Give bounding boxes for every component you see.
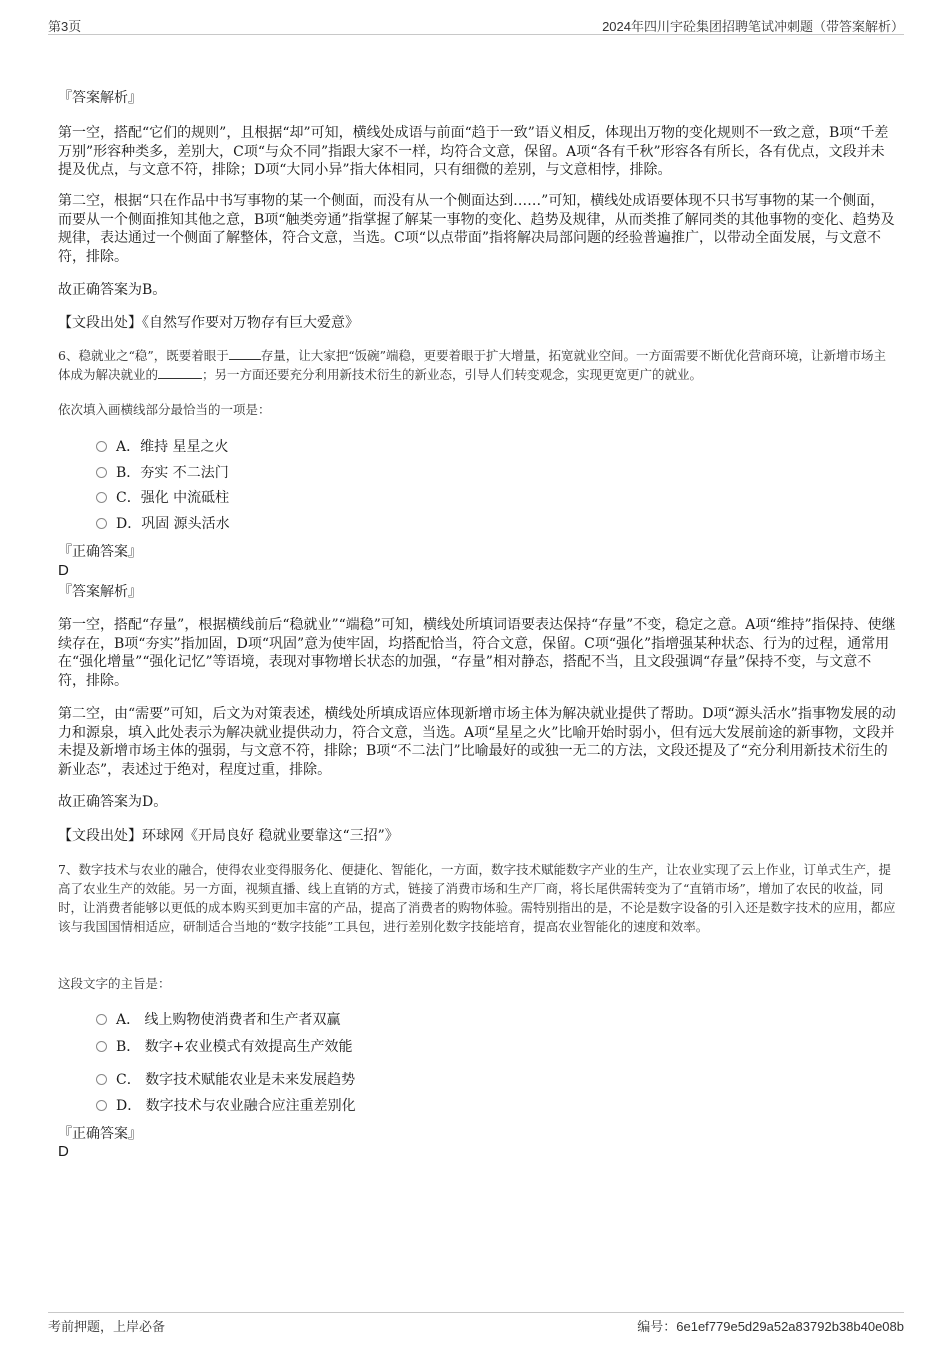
radio-icon[interactable] — [96, 1074, 107, 1085]
document-code-label: 编号： — [637, 1319, 677, 1334]
radio-icon[interactable] — [96, 1014, 107, 1025]
q7-option-c[interactable] — [96, 1070, 355, 1090]
page-header — [48, 14, 904, 35]
q7-stem: 7、数字技术与农业的融合，使得农业变得服务化、便捷化、智能化，一方面，数字技术赋能数字产业的生产，让农业实现了云上作业，订单式生产，提高了农业生产的效能。另一方面，视频直播、线上直销的方式，链接了消费市场和生产厂商，将长尾供需转变为了“直销市场”，增加了农民的收益，同时，让消费者能够以更低的成本购买到更加丰富的产品，提高了消费者的购物体验。需特别指出的是，不论是数字设备的引入还是数字技术的应用，都应该与我国国情相适应，研制适合当地的“数字技能”工具包，进行差别化数字技能培育，提高农业智能化的速度和效率。 — [58, 862, 896, 934]
q6-option-a-label: A．维持 星星之火 — [116, 439, 229, 455]
q5-source: 【文段出处】《自然写作要对万物存有巨大爱意》 — [58, 315, 359, 331]
q6-stem-part3: ；另一方面还要充分利用新技术衍生的新业态，引导人们转变观念，实现更宽更广的就业。 — [202, 367, 703, 382]
radio-icon[interactable] — [96, 467, 107, 478]
document-title: 2024年四川宇砼集团招聘笔试冲刺题（带答案解析） — [602, 19, 904, 34]
q6-prompt: 依次填入画横线部分最恰当的一项是： — [58, 402, 271, 417]
radio-icon[interactable] — [96, 518, 107, 529]
q6-conclusion: 故正确答案为D。 — [58, 794, 168, 810]
q5-conclusion: 故正确答案为B。 — [58, 282, 167, 298]
q7-option-a-label: A． 线上购物使消费者和生产者双赢 — [116, 1012, 341, 1028]
q6-option-d-label: D．巩固 源头活水 — [116, 516, 230, 532]
q5-analysis-label: 『答案解析』 — [58, 90, 142, 106]
radio-icon[interactable] — [96, 1100, 107, 1111]
q6-blank-2 — [158, 366, 202, 379]
q6-option-b-label: B．夯实 不二法门 — [116, 465, 229, 481]
document-code-value: 6e1ef779e5d29a52a83792b38b40e08b — [676, 1319, 904, 1334]
radio-icon[interactable] — [96, 492, 107, 503]
q6-stem-part2: 存量，让大家把“饭碗”端稳，更要着眼于扩大增量，拓宽就业空间。一方面需要不断优化营商环境，让新增市场主体成为解决就业的 — [58, 348, 887, 382]
q6-option-a[interactable] — [96, 437, 229, 457]
q5-analysis-para1: 第一空，搭配“它们的规则”，且根据“却”可知，横线处成语与前面“趋于一致”语义相反，体现出万物的变化规则不一致之意，B项“千差万别”形容种类多，差别大，C项“与众不同”指跟大家不一样，均符合文意，保留。A项“各有千秋”形容各有所长，各有优点，文段并未提及优点，与文意不符，排除；D项“大同小异”指大体相同，只有细微的差别，与文意相悖，排除。 — [58, 125, 889, 178]
q6-analysis-para2: 第二空，由“需要”可知，后文为对策表述，横线处所填成语应体现新增市场主体为解决就业提供了帮助。D项“源头活水”指事物发展的动力和源泉，填入此处表示为解决就业提供动力，符合文意，当选。A项“星星之火”比喻开始时弱小，但有远大发展前途的新事物，文段并未提及新增市场主体的强弱，与文意不符，排除；B项“不二法门”比喻最好的或独一无二的方法，文段还提及了“充分利用新技术衍生的新业态”，表述过于绝对，程度过重，排除。 — [58, 706, 896, 778]
radio-icon[interactable] — [96, 1041, 107, 1052]
radio-icon[interactable] — [96, 441, 107, 452]
q7-answer-label: 『正确答案』 — [58, 1126, 142, 1142]
q5-analysis-para2: 第二空，根据“只在作品中书写事物的某一个侧面，而没有从一个侧面达到……”可知，横线处成语要体现不只书写事物的某一个侧面，而要从一个侧面推知其他之意，B项“触类旁通”指掌握了解某一事物的变化、趋势及规律，从而类推了解同类的其他事物的变化、趋势及规律，表达通过一个侧面了解整体，符合文意，当选。C项“以点带面”指将解决局部问题的经验普遍推广，以带动全面发展，与文意不符，排除。 — [58, 193, 895, 265]
q6-answer-label: 『正确答案』 — [58, 544, 142, 560]
q6-analysis-label: 『答案解析』 — [58, 584, 142, 600]
q6-answer: D — [58, 562, 69, 579]
q6-option-c[interactable] — [96, 488, 229, 508]
q6-stem — [58, 346, 898, 384]
q6-analysis-para1: 第一空，搭配“存量”，根据横线前后“稳就业”“端稳”可知，横线处所填词语要表达保持“存量”不变，稳定之意。A项“维持”指保持、使继续存在，B项“夯实”指加固，D项“巩固”意为使牢固，均搭配恰当，符合文意，保留。C项“强化”指增强某种状态、行为的过程，通常用在“强化增量”“强化记忆”等语境，表现对事物增长状态的加强，“存量”相对静态，搭配不当，且文段强调“存量”保持不变，与文意不符，排除。 — [58, 617, 896, 689]
q7-option-d[interactable] — [96, 1096, 356, 1116]
q7-answer: D — [58, 1143, 69, 1160]
q7-option-d-label: D． 数字技术与农业融合应注重差别化 — [116, 1098, 356, 1114]
q7-option-b[interactable] — [96, 1037, 352, 1057]
q6-option-b[interactable] — [96, 463, 229, 483]
document-code — [637, 1316, 904, 1335]
footer-slogan: 考前押题，上岸必备 — [48, 1319, 166, 1334]
page-footer — [48, 1312, 904, 1335]
q6-option-d[interactable] — [96, 514, 230, 534]
q6-source: 【文段出处】环球网《开局良好 稳就业要靠这“三招”》 — [58, 828, 399, 844]
q6-blank-1 — [229, 347, 261, 360]
page-number: 第3页 — [48, 19, 82, 34]
q6-option-c-label: C．强化 中流砥柱 — [116, 490, 230, 506]
q7-option-a[interactable] — [96, 1010, 341, 1030]
q7-option-c-label: C． 数字技术赋能农业是未来发展趋势 — [116, 1072, 356, 1088]
q7-prompt: 这段文字的主旨是： — [58, 976, 171, 991]
q6-stem-part1: 6、稳就业之“稳”，既要着眼于 — [58, 348, 229, 363]
q7-option-b-label: B． 数字+农业模式有效提高生产效能 — [116, 1039, 353, 1055]
